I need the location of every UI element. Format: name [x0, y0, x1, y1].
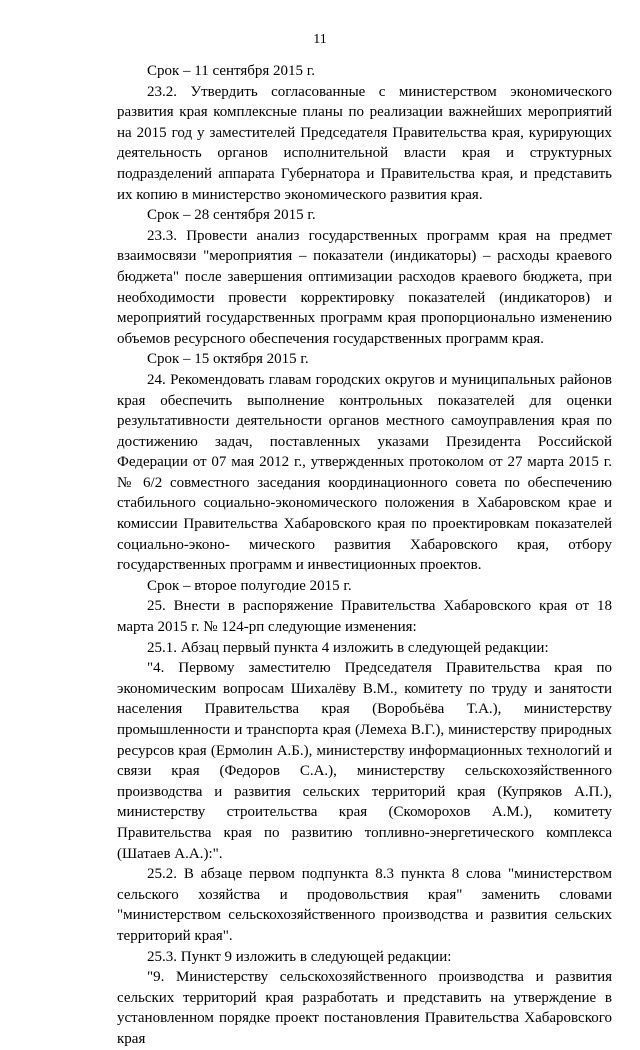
- document-body: [117, 61, 612, 1050]
- paragraph-25: 25. Внести в распоряжение Правительства Хабаровского края от 18 марта 2015 г. № 124-рп следующие изменения:: [117, 598, 612, 636]
- paragraph-23-2: 23.2. Утвердить согласованные с министерством экономического развития края комплексные планы по реализации важнейших мероприятий на 2015 год у заместителей Председателя Правительства края, курирующих деятельность органов исполнительной власти края и структурных подразделений аппарата Губернатора и Правительства края, и представить их копию в министерство экономического развития края.: [117, 83, 612, 203]
- paragraph-25-2: 25.2. В абзаце первом подпункта 8.3 пункта 8 слова "министерством сельского хозяйства и продовольствия края" заменить словами "министерством сельскохозяйственного производства и развития сельских территорий края".: [117, 866, 612, 944]
- paragraph-23-3: 23.3. Провести анализ государственных программ края на предмет взаимосвязи "мероприятия – показатели (индикаторы) – расходы краевого бюджета" после завершения оптимизации расходов краевого бюджета, при необходимости провести корректировку показателей (индикаторов) и мероприятий государственных программ края пропорционально изменению объемов ресурсного обеспечения государственных программ края.: [117, 227, 612, 347]
- deadline-line: Срок – 11 сентября 2015 г.: [147, 63, 316, 79]
- deadline-line: Срок – 28 сентября 2015 г.: [147, 207, 316, 224]
- paragraph-25-3: 25.3. Пункт 9 изложить в следующей редакции:: [147, 948, 452, 965]
- quoted-paragraph-9: "9. Министерству сельскохозяйственного производства и развития сельских территорий края разработать и представить на утверждение в установленном порядке проект постановления Правительства Хабаровского края: [117, 969, 612, 1047]
- quoted-paragraph-4: "4. Первому заместителю Председателя Правительства края по экономическим вопросам Шихалёву В.М., комитету по труду и занятости населения Правительства края (Воробьёва Т.А.), министерству промышленности и транспорта края (Лемеха В.Г.), министерству природных ресурсов края (Ермолин А.Б.), министерству информационных технологий и связи края (Федоров С.А.), министерству сельскохозяйственного производства и развития сельских территорий края (Купряков А.П.), министерству строительства края (Скоморохов А.М.), комитету Правительства края по развитию топливно-энергетического комплекса (Шатаев А.А.):".: [117, 660, 612, 862]
- paragraph-24: 24. Рекомендовать главам городских округов и муниципальных районов края обеспечить выполнение контрольных показателей для оценки результативности деятельности органов местного самоуправления края по достижению задач, поставленных указами Президента Российской Федерации от 07 мая 2012 г., утвержденных протоколом от 27 марта 2015 г. № 6/2 совместного заседания координационного совета по обеспечению стабильного социально-экономического положения в Хабаровском крае и комиссии Правительства Хабаровского края по проектировкам показателей социально-эконо- мического развития Хабаровского края, отбору государственных программ и инвестиционных проектов.: [117, 371, 612, 574]
- page-number: 11: [313, 32, 327, 47]
- paragraph-25-1: 25.1. Абзац первый пункта 4 изложить в следующей редакции:: [147, 639, 549, 656]
- deadline-line: Срок – 15 октября 2015 г.: [147, 351, 309, 368]
- deadline-line: Срок – второе полугодие 2015 г.: [147, 577, 352, 594]
